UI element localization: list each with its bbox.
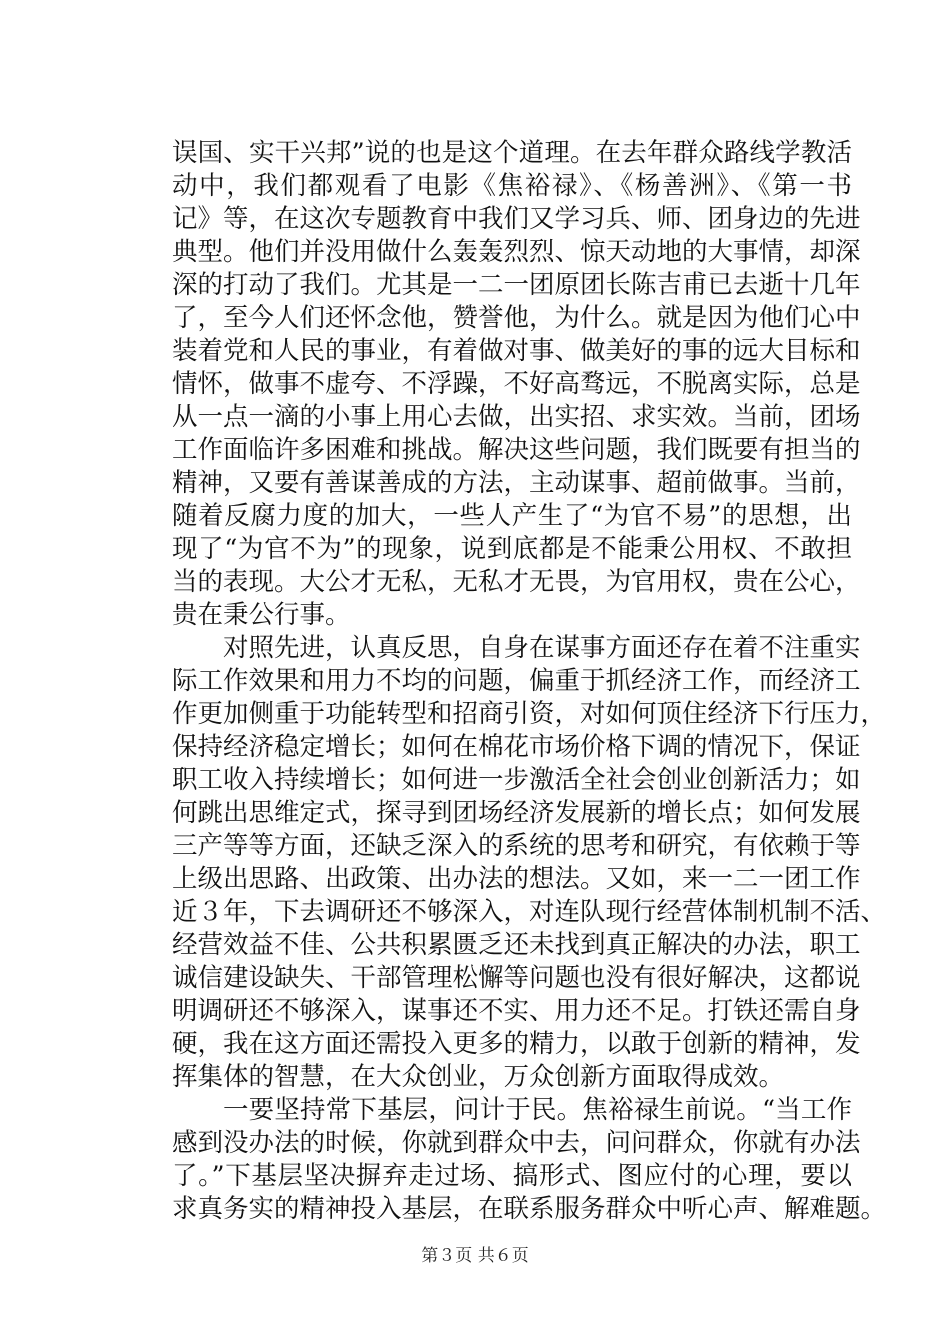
text-line: 硬，我在这方面还需投入更多的精力，以敢于创新的精神，发 <box>172 1029 861 1059</box>
document-body <box>172 137 887 1226</box>
text-line: 装着党和人民的事业，有着做对事、做美好的事的远大目标和 <box>172 336 861 366</box>
page-footer <box>0 1246 950 1266</box>
text-line: 工作面临许多困难和挑战。解决这些问题，我们既要有担当的 <box>172 435 861 465</box>
text-line: 精神，又要有善谋善成的方法，主动谋事、超前做事。当前， <box>172 468 861 498</box>
text-line: 三产等等方面，还缺乏深入的系统的思考和研究，有依赖于等 <box>172 831 861 861</box>
text-line: 职工收入持续增长；如何进一步激活全社会创业创新活力；如 <box>172 765 861 795</box>
text-line: 求真务实的精神投入基层，在联系服务群众中听心声、解难题。 <box>172 1194 887 1224</box>
text-line: 贵在秉公行事。 <box>172 600 351 630</box>
text-line: 了，至今人们还怀念他，赞誉他，为什么。就是因为他们心中 <box>172 303 861 333</box>
text-line: 情怀，做事不虚夸、不浮躁，不好高骛远，不脱离实际，总是 <box>172 369 861 399</box>
text-line: 近３年，下去调研还不够深入，对连队现行经营体制机制不活、 <box>172 897 887 927</box>
text-line: 际工作效果和用力不均的问题，偏重于抓经济工作，而经济工 <box>172 666 861 696</box>
paragraph <box>172 1094 887 1226</box>
text-line: 保持经济稳定增长；如何在棉花市场价格下调的情况下，保证 <box>172 732 861 762</box>
text-line: 挥集体的智慧，在大众创业，万众创新方面取得成效。 <box>172 1062 785 1092</box>
paragraph <box>172 137 861 632</box>
text-line: 记》等，在这次专题教育中我们又学习兵、师、团身边的先进 <box>172 204 861 234</box>
text-line: 作更加侧重于功能转型和招商引资，对如何顶住经济下行压力， <box>172 699 887 729</box>
text-line: 现了“为官不为”的现象，说到底都是不能秉公用权、不敢担 <box>172 534 852 564</box>
text-line: 明调研还不够深入，谋事还不实、用力还不足。打铁还需自身 <box>172 996 861 1026</box>
text-line: 诚信建设缺失、干部管理松懈等问题也没有很好解决，这都说 <box>172 963 861 993</box>
text-line: 何跳出思维定式，探寻到团场经济发展新的增长点；如何发展 <box>172 798 861 828</box>
paragraph <box>172 632 887 1094</box>
page-number-label: 第３页 共６页 <box>421 1246 529 1266</box>
text-line: 对照先进，认真反思，自身在谋事方面还存在着不注重实 <box>223 633 861 663</box>
text-line: 典型。他们并没用做什么轰轰烈烈、惊天动地的大事情，却深 <box>172 237 861 267</box>
text-line: 随着反腐力度的加大，一些人产生了“为官不易”的思想，出 <box>172 501 852 531</box>
text-line: 上级出思路、出政策、出办法的想法。又如，来一二一团工作 <box>172 864 861 894</box>
text-line: 当的表现。大公才无私，无私才无畏，为官用权，贵在公心， <box>172 567 861 597</box>
text-line: 动中，我们都观看了电影《焦裕禄》、《杨善洲》、《第一书 <box>172 171 852 201</box>
text-line: 误国、实干兴邦”说的也是这个道理。在去年群众路线学教活 <box>172 138 852 168</box>
text-line: 了。”下基层坚决摒弃走过场、搞形式、图应付的心理，要以 <box>172 1161 852 1191</box>
text-line: 一要坚持常下基层，问计于民。焦裕禄生前说。“当工作 <box>223 1095 852 1125</box>
text-line: 从一点一滴的小事上用心去做，出实招、求实效。当前，团场 <box>172 402 861 432</box>
text-line: 深的打动了我们。尤其是一二一团原团长陈吉甫已去逝十几年 <box>172 270 861 300</box>
text-line: 经营效益不佳、公共积累匮乏还未找到真正解决的办法，职工 <box>172 930 861 960</box>
text-line: 感到没办法的时候，你就到群众中去，问问群众，你就有办法 <box>172 1128 861 1158</box>
